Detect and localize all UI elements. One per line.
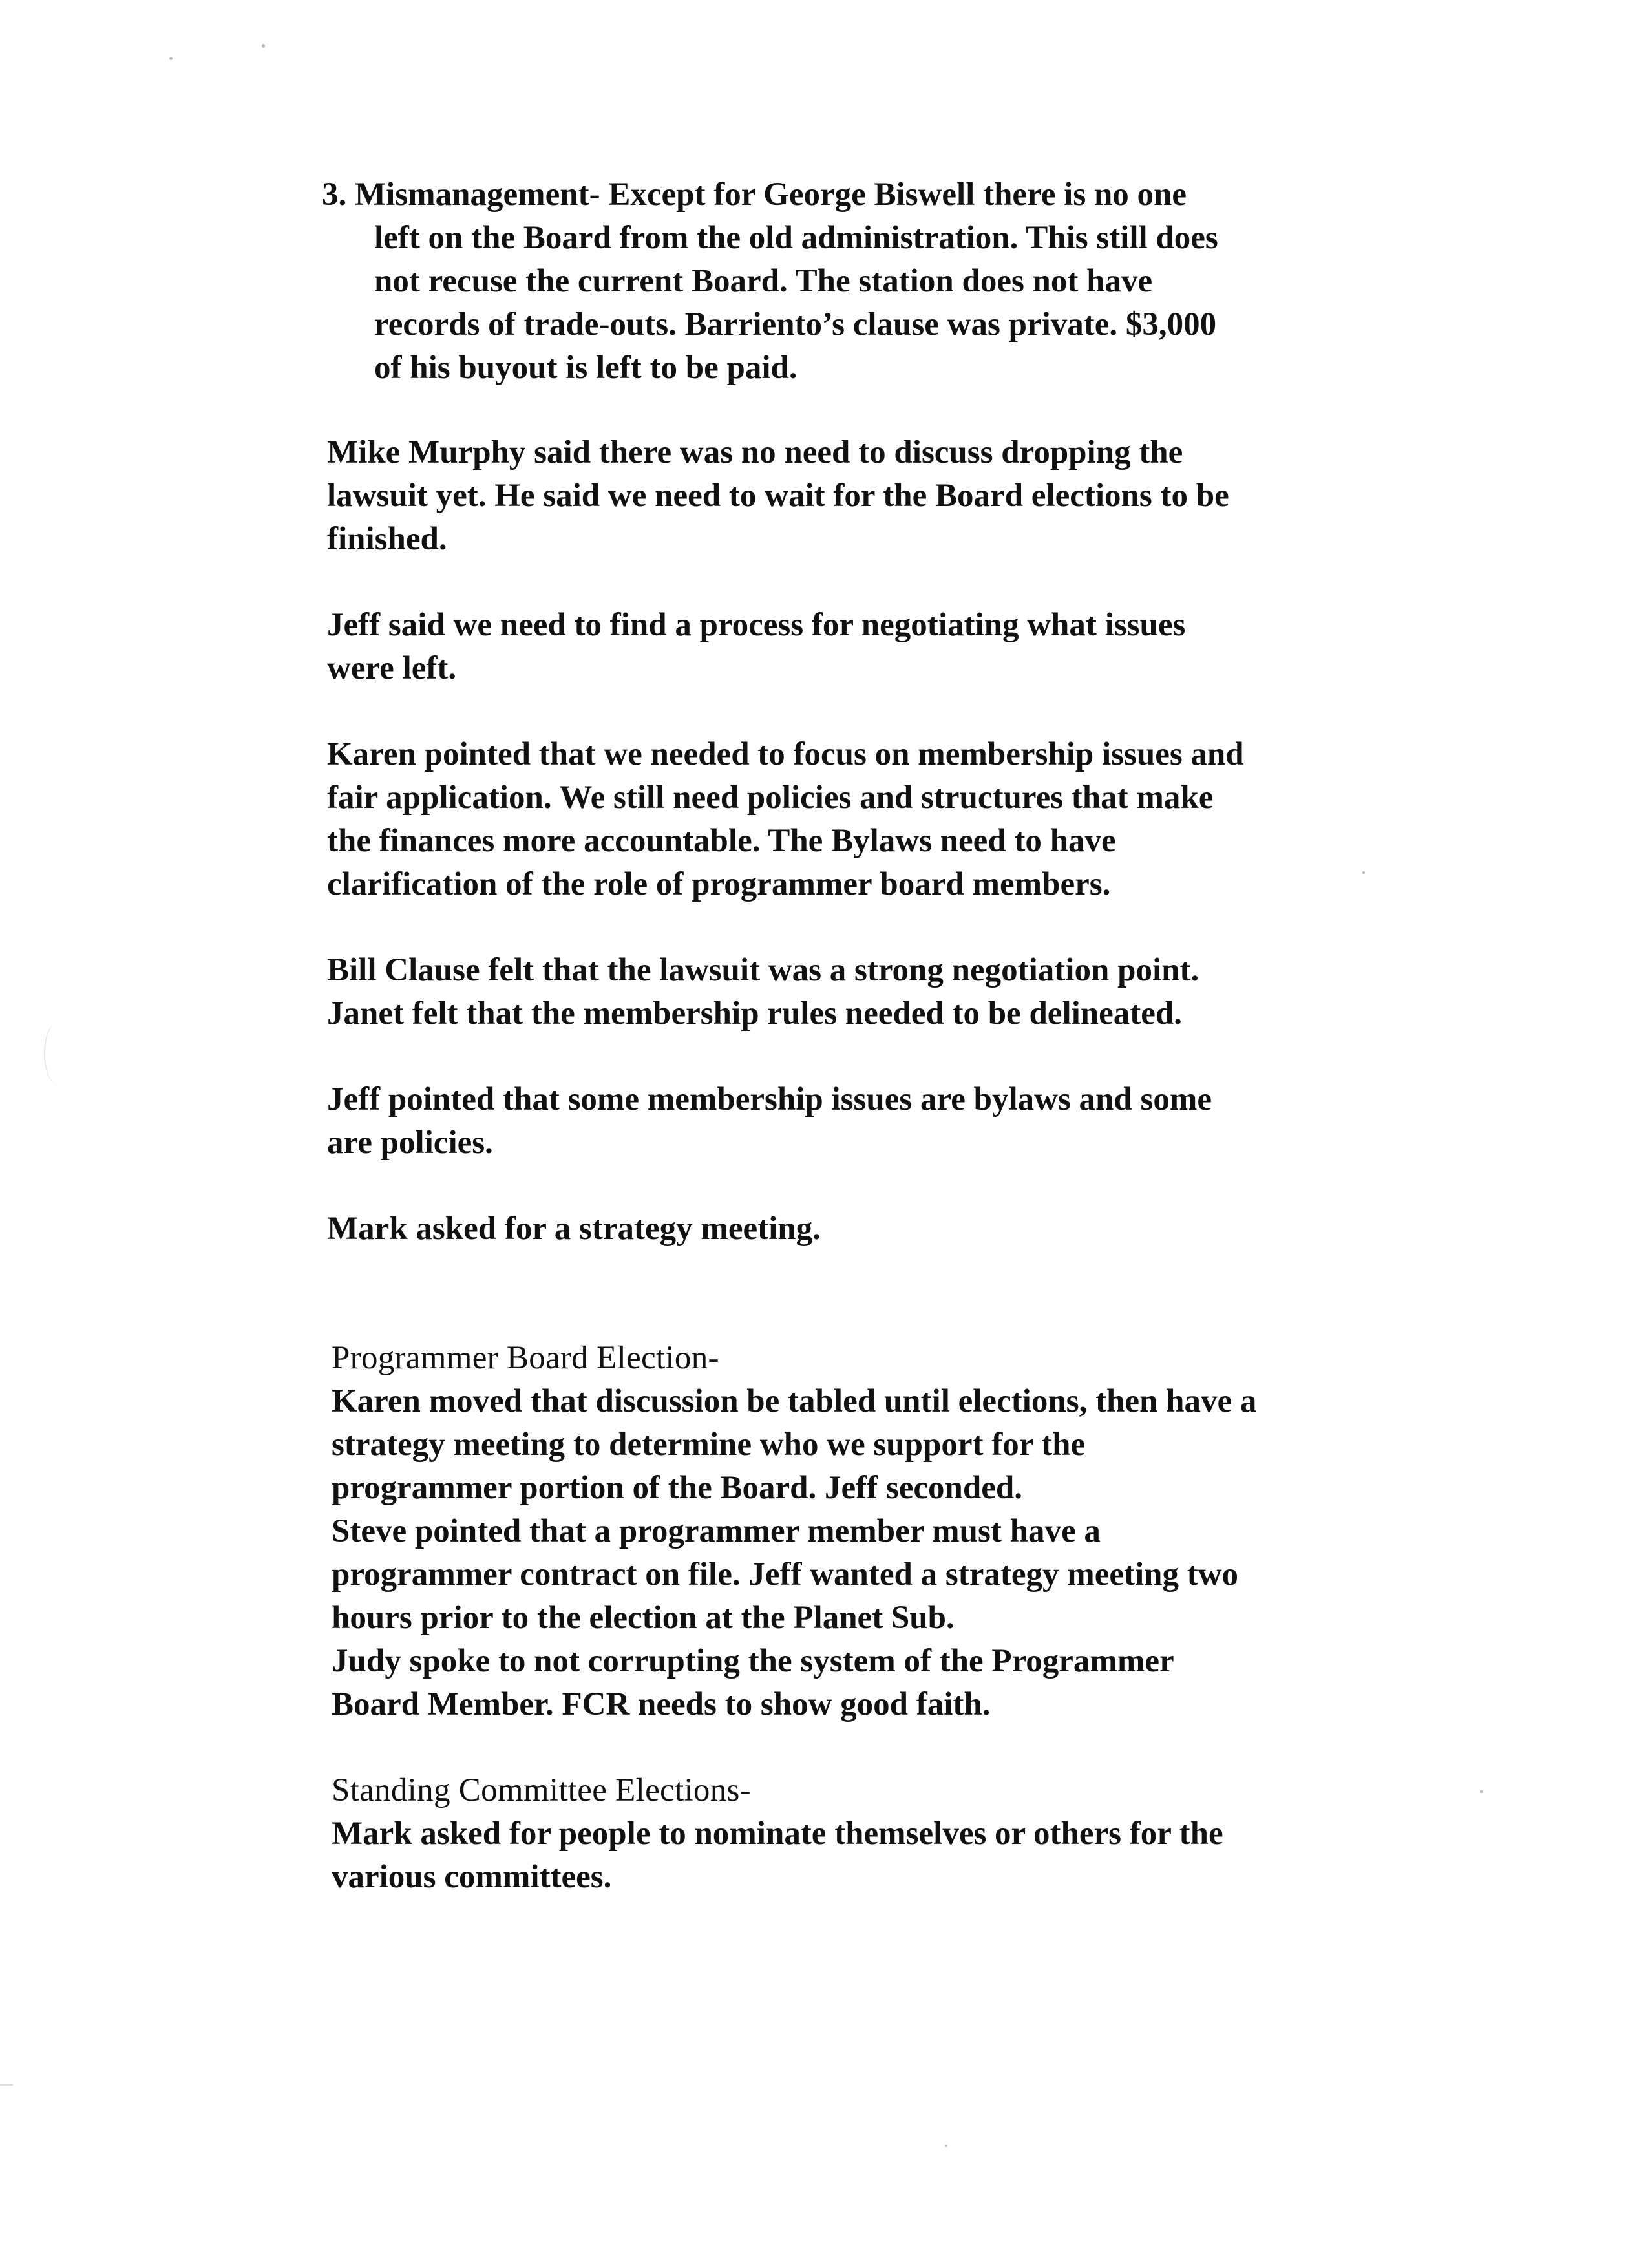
scan-speck <box>1480 1790 1483 1793</box>
programmer-election-line-5: programmer contract on file. Jeff wanted a strategy meeting two <box>332 1556 1239 1593</box>
programmer-election-line-2: strategy meeting to determine who we support for the <box>332 1426 1086 1463</box>
scan-speck <box>262 44 265 48</box>
standing-committee-line-1: Mark asked for people to nominate themselves or others for the <box>332 1816 1223 1852</box>
item3-line-2: left on the Board from the old administration. This still does <box>374 220 1218 256</box>
jeff-bylaws-line-1: Jeff pointed that some membership issues are bylaws and some <box>327 1081 1212 1118</box>
mark-strategy-line: Mark asked for a strategy meeting. <box>327 1211 821 1247</box>
scan-speck <box>1362 871 1365 874</box>
item3-line-4: records of trade-outs. Barriento’s clause was private. $3,000 <box>374 306 1217 343</box>
jeff-process-line-2: were left. <box>327 650 457 686</box>
programmer-election-line-8: Board Member. FCR needs to show good faith. <box>332 1686 991 1722</box>
scan-shadow-arc <box>44 1024 67 1083</box>
scan-speck <box>169 57 173 60</box>
programmer-election-heading: Programmer Board Election- <box>332 1340 719 1376</box>
item3-line-1: 3. Mismanagement- Except for George Biswell there is no one <box>322 176 1187 213</box>
programmer-election-line-7: Judy spoke to not corrupting the system of the Programmer <box>332 1643 1174 1679</box>
standing-committee-line-2: various committees. <box>332 1859 612 1895</box>
scan-speck <box>945 2145 947 2147</box>
karen-line-1: Karen pointed that we needed to focus on membership issues and <box>327 736 1244 772</box>
mike-line-2: lawsuit yet. He said we need to wait for the Board elections to be <box>327 478 1229 514</box>
jeff-bylaws-line-2: are policies. <box>327 1125 493 1161</box>
mike-line-3: finished. <box>327 521 447 557</box>
mike-line-1: Mike Murphy said there was no need to discuss dropping the <box>327 434 1183 471</box>
scan-edge-mark <box>0 2084 13 2086</box>
karen-line-4: clarification of the role of programmer board members. <box>327 866 1111 902</box>
item3-line-3: not recuse the current Board. The station does not have <box>374 263 1153 299</box>
programmer-election-line-3: programmer portion of the Board. Jeff seconded. <box>332 1470 1022 1506</box>
programmer-election-line-6: hours prior to the election at the Planet Sub. <box>332 1600 955 1636</box>
karen-line-3: the finances more accountable. The Bylaws need to have <box>327 823 1116 859</box>
janet-line-2: Janet felt that the membership rules needed to be delineated. <box>327 995 1183 1032</box>
karen-line-2: fair application. We still need policies and structures that make <box>327 779 1214 816</box>
jeff-process-line-1: Jeff said we need to find a process for negotiating what issues <box>327 607 1186 643</box>
bill-line-1: Bill Clause felt that the lawsuit was a strong negotiation point. <box>327 952 1199 988</box>
programmer-election-line-4: Steve pointed that a programmer member must have a <box>332 1513 1101 1549</box>
programmer-election-line-1: Karen moved that discussion be tabled until elections, then have a <box>332 1383 1257 1419</box>
standing-committee-heading: Standing Committee Elections- <box>332 1772 751 1808</box>
item3-line-5: of his buyout is left to be paid. <box>374 350 798 386</box>
